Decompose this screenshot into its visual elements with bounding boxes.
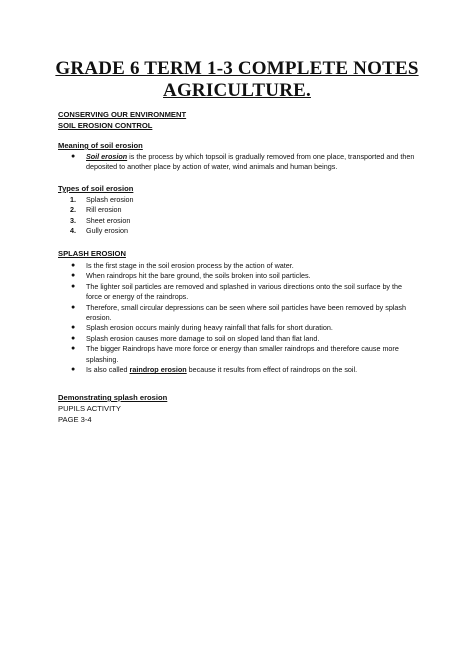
bullet-icon: ● (71, 303, 76, 311)
heading-meaning-of-soil-erosion: Meaning of soil erosion (58, 141, 143, 150)
splash-bullet-item: ● Is also called raindrop erosion because it results from effect of raindrops on the soil. (71, 365, 358, 375)
splash-bullet-item: ● Splash erosion occurs mainly during heavy rainfall that falls for short duration. (71, 323, 333, 333)
splash-bullet-item: ● Therefore, small circular depressions can be seen where soil particles have been removed by splash erosion. (71, 302, 407, 323)
bullet-icon: ● (71, 345, 76, 353)
heading-splash-erosion: SPLASH EROSION (58, 249, 126, 258)
pupils-activity-label: PUPILS ACTIVITY (58, 404, 121, 413)
heading-types-of-soil-erosion: Types of soil erosion (58, 184, 134, 193)
splash-bullet-item: ● Is the first stage in the soil erosion process by the action of water. (71, 261, 294, 270)
bullet-icon: ● (71, 366, 76, 374)
types-list-item: 2. Rill erosion (70, 205, 122, 215)
splash-bullet-item: ● The bigger Raindrops have more force or energy than smaller raindrops and therefore cause more splashing. (71, 344, 399, 364)
meaning-bullet-item (58, 152, 418, 173)
heading-soil-erosion-control: SOIL EROSION CONTROL (58, 121, 153, 130)
heading-demonstrating-splash-erosion: Demonstrating splash erosion (58, 393, 168, 402)
raindrop-erosion-term: raindrop erosion (129, 365, 187, 375)
bullet-icon: ● (71, 324, 76, 332)
types-list (58, 195, 418, 237)
splash-bullet-item: ● The lighter soil particles are removed and splashed in various directions onto the soil surface by the force or energy of the raindrops. (71, 281, 403, 302)
types-list-item: 3. Sheet erosion (70, 215, 131, 225)
soil-erosion-definition: is the process by which topsoil is gradually removed from one place, transported and then deposited to another place by action of water, wind animals and human beings. (86, 152, 415, 172)
bullet-icon: ● (71, 262, 76, 269)
meaning-section (58, 152, 418, 173)
types-list-item: 4. Gully erosion (70, 226, 128, 236)
types-list-item: 1. Splash erosion (70, 195, 134, 204)
bullet-icon: ● (71, 334, 76, 342)
heading-conserving-environment: CONSERVING OUR ENVIRONMENT (58, 110, 187, 119)
document-title-line-1: GRADE 6 TERM 1-3 COMPLETE NOTES (55, 58, 419, 79)
bullet-icon: ● (71, 282, 76, 290)
soil-erosion-term: Soil erosion (86, 152, 128, 161)
splash-erosion-list (58, 261, 418, 375)
bullet-icon: ● (71, 153, 76, 160)
page-reference: PAGE 3-4 (58, 415, 92, 424)
bullet-icon: ● (71, 272, 76, 280)
document-title-line-2: AGRICULTURE. (163, 80, 311, 101)
splash-bullet-item: ● Splash erosion causes more damage to soil on sloped land than flat land. (71, 333, 320, 343)
splash-bullet-item: ● When raindrops hit the bare ground, the soils broken into soil particles. (71, 271, 311, 281)
